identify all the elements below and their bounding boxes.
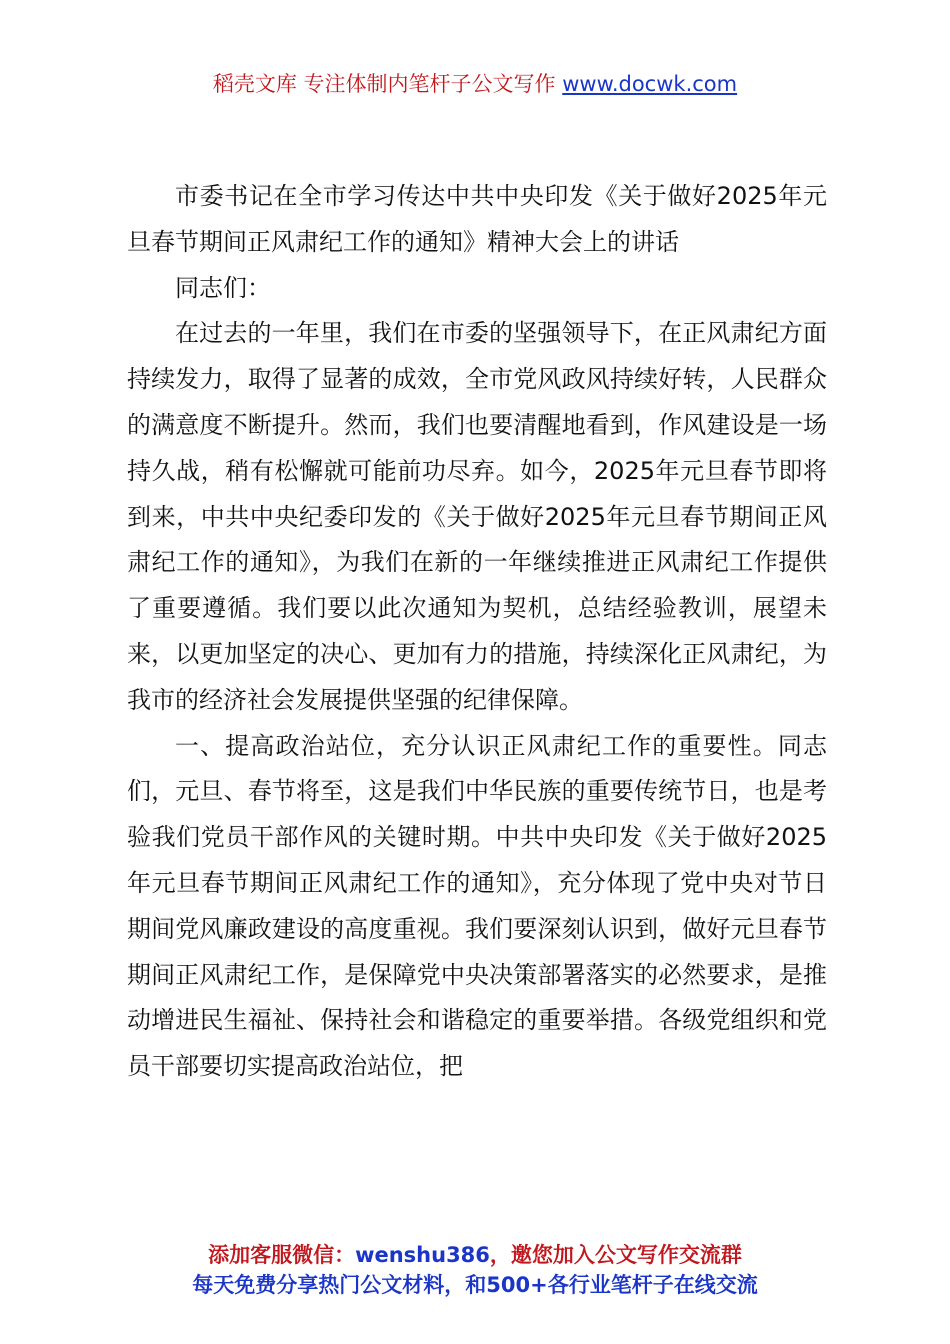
footer-wechat-prefix: 添加客服微信： [208, 1243, 356, 1267]
document-body [127, 174, 827, 1090]
footer-line-1 [0, 1240, 950, 1270]
footer-line-2: 每天免费分享热门公文材料，和500+各行业笔杆子在线交流 [192, 1273, 758, 1297]
site-header [0, 70, 950, 98]
document-title: 市委书记在全市学习传达中共中央印发《关于做好2025年元旦春节期间正风肃纪工作的通知》精神大会上的讲话 [127, 182, 827, 256]
site-footer [0, 1240, 950, 1300]
site-link[interactable]: www.docwk.com [562, 72, 738, 96]
paragraph-intro: 在过去的一年里，我们在市委的坚强领导下，在正风肃纪方面持续发力，取得了显著的成效，全市党风政风持续好转，人民群众的满意度不断提升。然而，我们也要清醒地看到，作风建设是一场持久战，稍有松懈就可能前功尽弃。如今，2025年元旦春节即将到来，中共中央纪委印发的《关于做好2025年元旦春节期间正风肃纪工作的通知》，为我们在新的一年继续推进正风肃纪工作提供了重要遵循。我们要以此次通知为契机，总结经验教训，展望未来，以更加坚定的决心、更加有力的措施，持续深化正风肃纪，为我市的经济社会发展提供坚强的纪律保障。 [127, 319, 827, 714]
paragraph-section-one: 一、提高政治站位，充分认识正风肃纪工作的重要性。同志们，元旦、春节将至，这是我们中华民族的重要传统节日，也是考验我们党员干部作风的关键时期。中共中央印发《关于做好2025年元旦春节期间正风肃纪工作的通知》，充分体现了党中央对节日期间党风廉政建设的高度重视。我们要深刻认识到，做好元旦春节期间正风肃纪工作，是保障党中央决策部署落实的必然要求，是推动增进民生福祉、保持社会和谐稳定的重要举措。各级党组织和党员干部要切实提高政治站位，把 [127, 731, 827, 1081]
footer-wechat-id: wenshu386 [355, 1243, 490, 1267]
header-slogan: 稻壳文库 专注体制内笔杆子公文写作 [212, 72, 563, 96]
salutation: 同志们： [175, 273, 271, 302]
footer-wechat-suffix: ，邀您加入公文写作交流群 [489, 1243, 742, 1267]
